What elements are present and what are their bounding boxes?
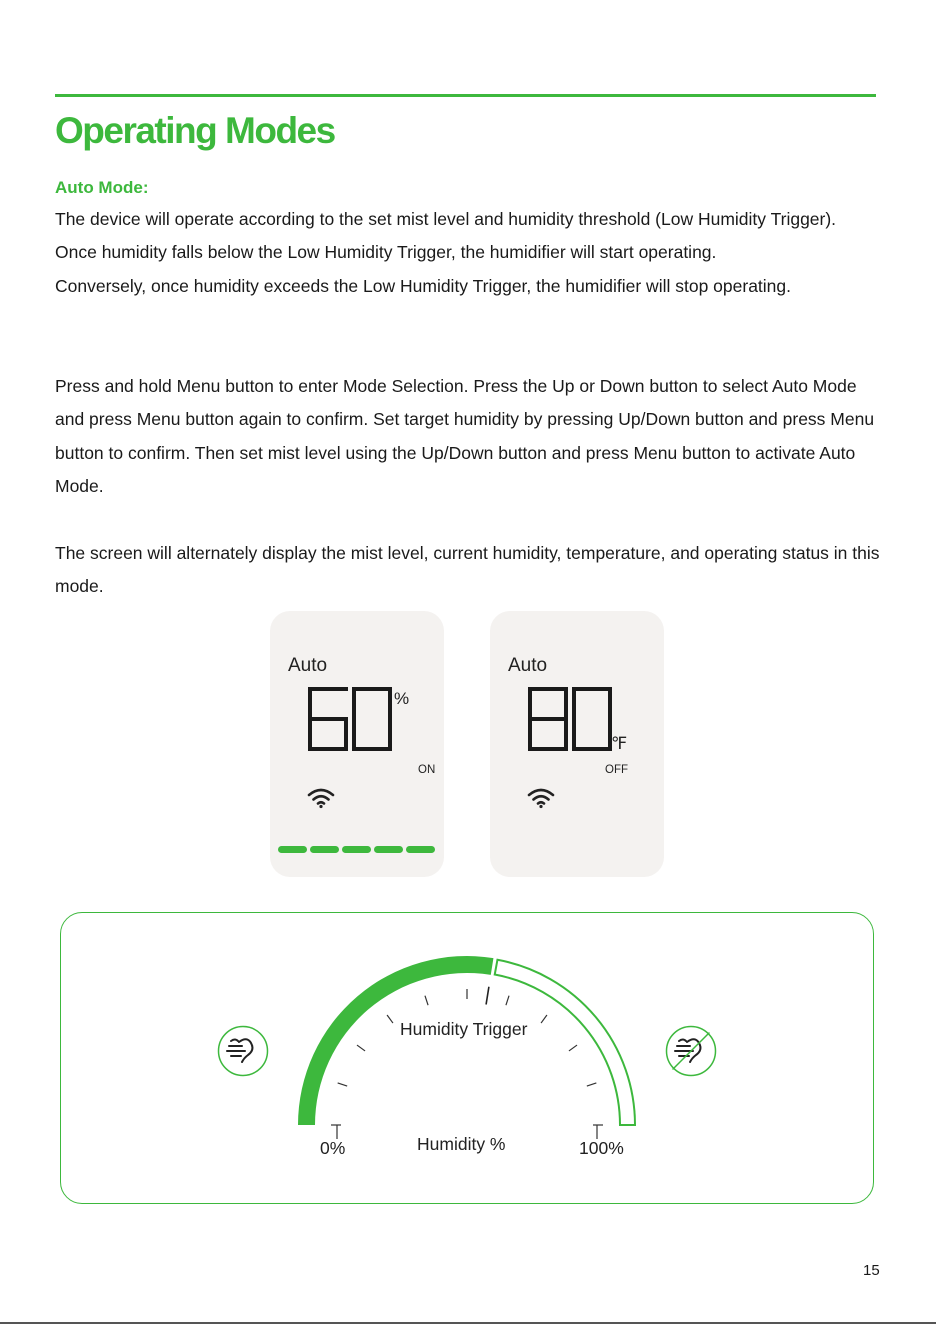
gauge-max-label: 100% [579,1138,624,1158]
header-rule [55,94,876,97]
auto-mode-intro [55,203,885,303]
temperature-reading-digits [526,687,616,753]
mist-level-bar [342,846,371,853]
humidity-axis-label: Humidity % [417,1134,506,1154]
humidity-trigger-label: Humidity Trigger [400,1019,528,1039]
trigger-marker [486,987,489,1005]
mist-on-icon [217,1025,269,1077]
gauge-tick [541,1015,547,1023]
intro-line-2: Once humidity falls below the Low Humidity Trigger, the humidifier will start operating. [55,242,717,263]
mist-level-bars [278,846,438,854]
status-on-label: ON [418,764,436,776]
mist-level-bar [374,846,403,853]
wifi-icon [307,787,335,809]
temperature-display-panel [490,611,664,877]
gauge-tick [338,1083,348,1086]
mist-level-bar [406,846,435,853]
gauge-tick [387,1015,393,1023]
status-off-label: OFF [605,764,628,776]
gauge-tick [506,996,509,1006]
auto-mode-heading: Auto Mode: [55,178,149,197]
page-title: Operating Modes [55,110,335,151]
above-trigger-band [495,960,635,1125]
gauge-min-label: 0% [320,1138,346,1158]
gauge-tick [357,1045,365,1051]
display-mode-label: Auto [288,655,328,676]
intro-line-3: Conversely, once humidity exceeds the Low Humidity Trigger, the humidifier will stop operating. [55,275,791,296]
humidity-gauge [61,913,875,1205]
page-number: 15 [863,1262,880,1279]
display-mode-label: Auto [508,655,548,676]
gauge-tick [425,996,428,1006]
gauge-tick [587,1083,597,1086]
humidity-reading-digits [306,687,396,753]
wifi-icon [527,787,555,809]
auto-mode-instructions: Press and hold Menu button to enter Mode Selection. Press the Up or Down button to select Auto Mode and press Menu button again to confirm. Set target humidity by pressing Up/Down button and press Menu button to confirm. Then set mist level using the Up/Down button and press Menu button to activate Auto Mode. [55,376,875,497]
intro-line-1: The device will operate according to the set mist level and humidity threshold (Low Humidity Trigger). [55,209,837,229]
display-note: The screen will alternately display the mist level, current humidity, temperature, and operating status in this mode. [55,543,880,597]
below-trigger-band [298,956,493,1125]
humidity-display-panel [270,611,444,877]
gauge-tick [569,1045,577,1051]
mist-level-bar [310,846,339,853]
humidity-trigger-diagram [60,912,874,1204]
fahrenheit-unit: ℉ [611,734,628,753]
percent-unit: % [394,689,410,708]
mist-off-icon [665,1025,717,1077]
mist-level-bar [278,846,307,853]
